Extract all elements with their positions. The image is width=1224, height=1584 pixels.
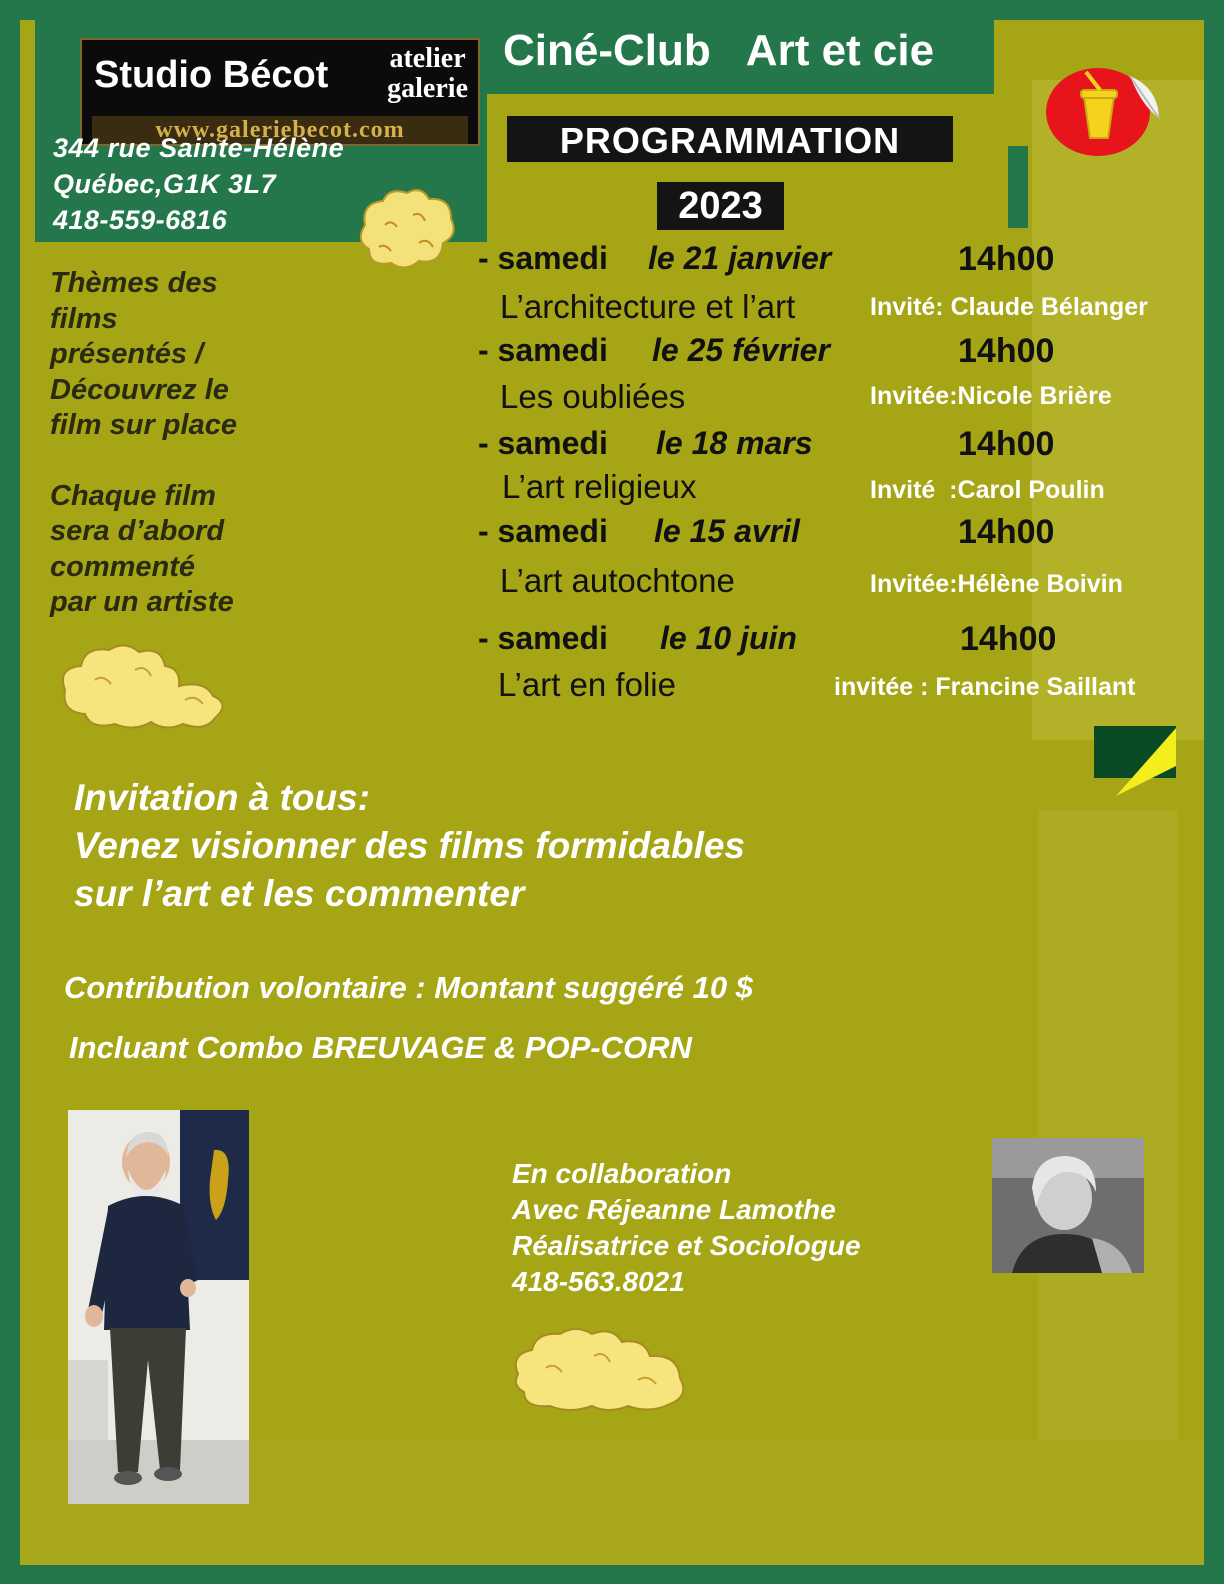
schedule-time: 14h00 bbox=[960, 620, 1057, 658]
schedule-item bbox=[478, 332, 608, 369]
schedule-item bbox=[478, 513, 608, 550]
schedule-topic: L’art religieux bbox=[502, 468, 697, 505]
year-label bbox=[657, 182, 784, 230]
invitation-line: sur l’art et les commenter bbox=[74, 873, 525, 914]
collaboration-line: En collaboration bbox=[512, 1158, 732, 1189]
schedule-date: le 25 février bbox=[652, 332, 830, 368]
themes-line: Découvrez le bbox=[50, 373, 229, 406]
drink-sticker-icon bbox=[1046, 66, 1161, 158]
popcorn-icon bbox=[510, 1324, 690, 1414]
schedule-date: le 15 avril bbox=[654, 513, 800, 549]
schedule-day: - samedi bbox=[478, 332, 608, 368]
collaboration-line: Réalisatrice et Sociologue bbox=[512, 1230, 861, 1261]
invitation-block bbox=[74, 774, 745, 918]
schedule-topic: L’art autochtone bbox=[500, 562, 735, 599]
themes-block bbox=[50, 266, 237, 621]
schedule-item bbox=[478, 240, 608, 277]
schedule-time: 14h00 bbox=[958, 425, 1055, 463]
address-phone[interactable]: 418-559-6816 bbox=[53, 205, 228, 235]
schedule-day: - samedi bbox=[478, 620, 608, 656]
schedule-guest: Invitée:Hélène Boivin bbox=[870, 570, 1123, 598]
schedule-topic: Les oubliées bbox=[500, 378, 686, 415]
schedule-day: - samedi bbox=[478, 240, 608, 276]
schedule-topic: L’art en folie bbox=[498, 666, 676, 703]
website-link[interactable]: www.galeriebecot.com bbox=[155, 117, 405, 143]
schedule-time: 14h00 bbox=[958, 240, 1055, 278]
page-title: Ciné-Club Art et cie bbox=[503, 26, 935, 75]
contribution-text: Contribution volontaire : Montant suggéré 10 $ bbox=[64, 970, 753, 1005]
schedule-item bbox=[478, 620, 608, 657]
themes-line: sera d’abord bbox=[50, 515, 225, 547]
logo-name: Studio Bécot bbox=[94, 54, 329, 96]
corner-shape bbox=[1094, 726, 1176, 798]
programmation-label bbox=[507, 116, 953, 162]
themes-line: Thèmes des bbox=[50, 267, 218, 299]
themes-line: film sur place bbox=[50, 409, 237, 441]
collaboration-block bbox=[512, 1156, 861, 1300]
schedule-date: le 21 janvier bbox=[648, 240, 832, 276]
themes-line: Chaque film bbox=[50, 479, 216, 512]
green-block bbox=[1008, 146, 1028, 228]
schedule-topic: L’architecture et l’art bbox=[500, 288, 796, 325]
schedule-guest: Invité: Claude Bélanger bbox=[870, 293, 1148, 321]
invitation-line: Venez visionner des films formidables bbox=[74, 825, 746, 866]
collaboration-line: Avec Réjeanne Lamothe bbox=[512, 1194, 836, 1225]
invitation-line: Invitation à tous: bbox=[74, 777, 370, 818]
year-text: 2023 bbox=[678, 185, 763, 227]
themes-line: par un artiste bbox=[50, 586, 234, 618]
themes-line: commenté bbox=[50, 550, 196, 583]
schedule-day: - samedi bbox=[478, 513, 608, 549]
address-street: 344 rue Sainte-Hélène bbox=[53, 133, 345, 163]
schedule-item bbox=[478, 425, 608, 462]
logo-side-text bbox=[387, 44, 468, 104]
title-bar bbox=[487, 18, 994, 94]
address-city: Québec,G1K 3L7 bbox=[53, 169, 277, 199]
schedule-guest: Invité :Carol Poulin bbox=[870, 476, 1105, 504]
schedule-guest: invitée : Francine Saillant bbox=[834, 673, 1136, 701]
themes-line: présentés / bbox=[50, 338, 204, 370]
collaborator-photo bbox=[992, 1138, 1144, 1273]
schedule-time: 14h00 bbox=[958, 513, 1055, 551]
logo-atelier: atelier bbox=[389, 43, 466, 74]
schedule-day: - samedi bbox=[478, 425, 608, 461]
schedule-time: 14h00 bbox=[958, 332, 1055, 370]
schedule-guest: Invitée:Nicole Brière bbox=[870, 382, 1112, 410]
popcorn-icon bbox=[55, 640, 231, 732]
logo-galerie: galerie bbox=[387, 73, 468, 104]
combo-text: Incluant Combo BREUVAGE & POP-CORN bbox=[69, 1030, 692, 1065]
themes-line: films bbox=[50, 302, 118, 335]
address-block bbox=[53, 130, 344, 238]
texture-patch bbox=[1038, 810, 1178, 1450]
popcorn-icon bbox=[355, 185, 459, 275]
collaboration-phone[interactable]: 418-563.8021 bbox=[512, 1266, 685, 1297]
schedule-date: le 18 mars bbox=[656, 425, 813, 461]
schedule-date: le 10 juin bbox=[660, 620, 797, 656]
artist-photo bbox=[68, 1110, 249, 1504]
programmation-text: PROGRAMMATION bbox=[559, 120, 901, 161]
